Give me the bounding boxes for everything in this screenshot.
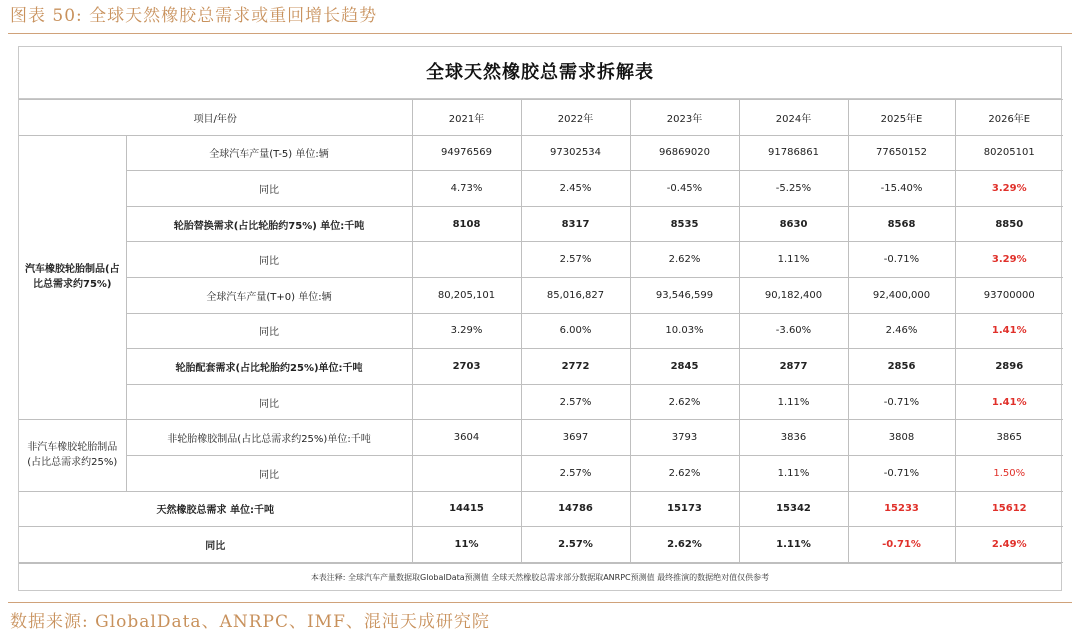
cell-highlight: 3.29% [955, 242, 1063, 278]
cell: 2.57% [521, 527, 630, 563]
cell [412, 455, 521, 491]
row-label: 同比 [126, 242, 412, 278]
cell: 10.03% [630, 313, 739, 349]
cell-highlight: 1.50% [955, 455, 1063, 491]
cell: 15342 [739, 491, 848, 527]
cell: -15.40% [848, 171, 955, 207]
group-label-auto: 汽车橡胶轮胎制品(占比总需求约75%) [19, 135, 126, 420]
cell: 1.11% [739, 527, 848, 563]
cell: 3697 [521, 420, 630, 456]
header-label: 项目/年份 [19, 100, 412, 136]
cell: 8108 [412, 206, 521, 242]
table-row [19, 242, 1063, 278]
table-row [19, 206, 1063, 242]
cell: 15173 [630, 491, 739, 527]
cell: 96869020 [630, 135, 739, 171]
cell: -0.71% [848, 384, 955, 420]
cell: 91786861 [739, 135, 848, 171]
figure-source: 数据来源: GlobalData、ANRPC、IMF、混沌天成研究院 [10, 612, 490, 632]
row-label: 轮胎替换需求(占比轮胎约75%) 单位:千吨 [126, 206, 412, 242]
cell: 2845 [630, 349, 739, 385]
cell: -0.45% [630, 171, 739, 207]
header-year: 2023年 [630, 100, 739, 136]
table-row [19, 135, 1063, 171]
cell: 1.11% [739, 384, 848, 420]
cell: 80205101 [955, 135, 1063, 171]
cell: 2877 [739, 349, 848, 385]
row-label: 天然橡胶总需求 单位:千吨 [19, 491, 412, 527]
table-row [19, 455, 1063, 491]
header-year: 2026年E [955, 100, 1063, 136]
cell: 8568 [848, 206, 955, 242]
cell: -0.71% [848, 455, 955, 491]
table-row [19, 277, 1063, 313]
row-label: 全球汽车产量(T-5) 单位:辆 [126, 135, 412, 171]
cell-highlight: 3.29% [955, 171, 1063, 207]
row-label: 全球汽车产量(T+0) 单位:辆 [126, 277, 412, 313]
table-row-total [19, 491, 1063, 527]
cell: -0.71% [848, 242, 955, 278]
cell: 2896 [955, 349, 1063, 385]
cell-highlight: -0.71% [848, 527, 955, 563]
cell [412, 384, 521, 420]
table-footnote: 本表注释: 全球汽车产量数据取GlobalData预测值 全球天然橡胶总需求部分数据取ANRPC预测值 最终推演的数据绝对值仅供参考 [19, 563, 1061, 591]
table-title: 全球天然橡胶总需求拆解表 [19, 47, 1061, 99]
header-year: 2021年 [412, 100, 521, 136]
cell: 6.00% [521, 313, 630, 349]
cell: 8317 [521, 206, 630, 242]
cell: 3604 [412, 420, 521, 456]
cell: 3865 [955, 420, 1063, 456]
cell: 3793 [630, 420, 739, 456]
cell: 97302534 [521, 135, 630, 171]
cell: 2.57% [521, 242, 630, 278]
header-year: 2024年 [739, 100, 848, 136]
cell: 11% [412, 527, 521, 563]
table-row [19, 171, 1063, 207]
cell: 8535 [630, 206, 739, 242]
cell: 92,400,000 [848, 277, 955, 313]
cell: 2.46% [848, 313, 955, 349]
cell: 2.62% [630, 527, 739, 563]
cell: 93700000 [955, 277, 1063, 313]
cell: 2.57% [521, 384, 630, 420]
cell: 3808 [848, 420, 955, 456]
table-row [19, 420, 1063, 456]
table-row [19, 349, 1063, 385]
header-row [19, 100, 1063, 136]
table-panel [18, 46, 1062, 591]
row-label: 同比 [126, 455, 412, 491]
cell: 8630 [739, 206, 848, 242]
cell: 2703 [412, 349, 521, 385]
cell: 14415 [412, 491, 521, 527]
demand-table [19, 99, 1063, 563]
cell: 14786 [521, 491, 630, 527]
cell: 2856 [848, 349, 955, 385]
cell [412, 242, 521, 278]
group-label-non-auto: 非汽车橡胶轮胎制品(占比总需求约25%) [19, 420, 126, 491]
table-row-total-yoy [19, 527, 1063, 563]
row-label: 轮胎配套需求(占比轮胎约25%)单位:千吨 [126, 349, 412, 385]
row-label: 同比 [126, 313, 412, 349]
cell: 93,546,599 [630, 277, 739, 313]
cell: -3.60% [739, 313, 848, 349]
cell-highlight: 15612 [955, 491, 1063, 527]
header-year: 2025年E [848, 100, 955, 136]
row-label: 同比 [19, 527, 412, 563]
cell: 4.73% [412, 171, 521, 207]
cell-highlight: 15233 [848, 491, 955, 527]
table-row [19, 313, 1063, 349]
row-label: 非轮胎橡胶制品(占比总需求约25%)单位:千吨 [126, 420, 412, 456]
cell: 2.62% [630, 242, 739, 278]
cell: 2.62% [630, 455, 739, 491]
cell: 1.11% [739, 242, 848, 278]
cell: 90,182,400 [739, 277, 848, 313]
cell: 94976569 [412, 135, 521, 171]
cell: 3.29% [412, 313, 521, 349]
header-year: 2022年 [521, 100, 630, 136]
cell: 80,205,101 [412, 277, 521, 313]
cell-highlight: 1.41% [955, 313, 1063, 349]
cell-highlight: 1.41% [955, 384, 1063, 420]
cell: 2.45% [521, 171, 630, 207]
bottom-divider [8, 602, 1072, 603]
figure-title: 图表 50: 全球天然橡胶总需求或重回增长趋势 [10, 6, 378, 26]
row-label: 同比 [126, 384, 412, 420]
cell: 2.62% [630, 384, 739, 420]
cell-highlight: 2.49% [955, 527, 1063, 563]
cell: 2.57% [521, 455, 630, 491]
cell: -5.25% [739, 171, 848, 207]
cell: 77650152 [848, 135, 955, 171]
cell: 1.11% [739, 455, 848, 491]
cell: 2772 [521, 349, 630, 385]
row-label: 同比 [126, 171, 412, 207]
cell: 8850 [955, 206, 1063, 242]
cell: 3836 [739, 420, 848, 456]
cell: 85,016,827 [521, 277, 630, 313]
table-row [19, 384, 1063, 420]
top-divider [8, 33, 1072, 34]
